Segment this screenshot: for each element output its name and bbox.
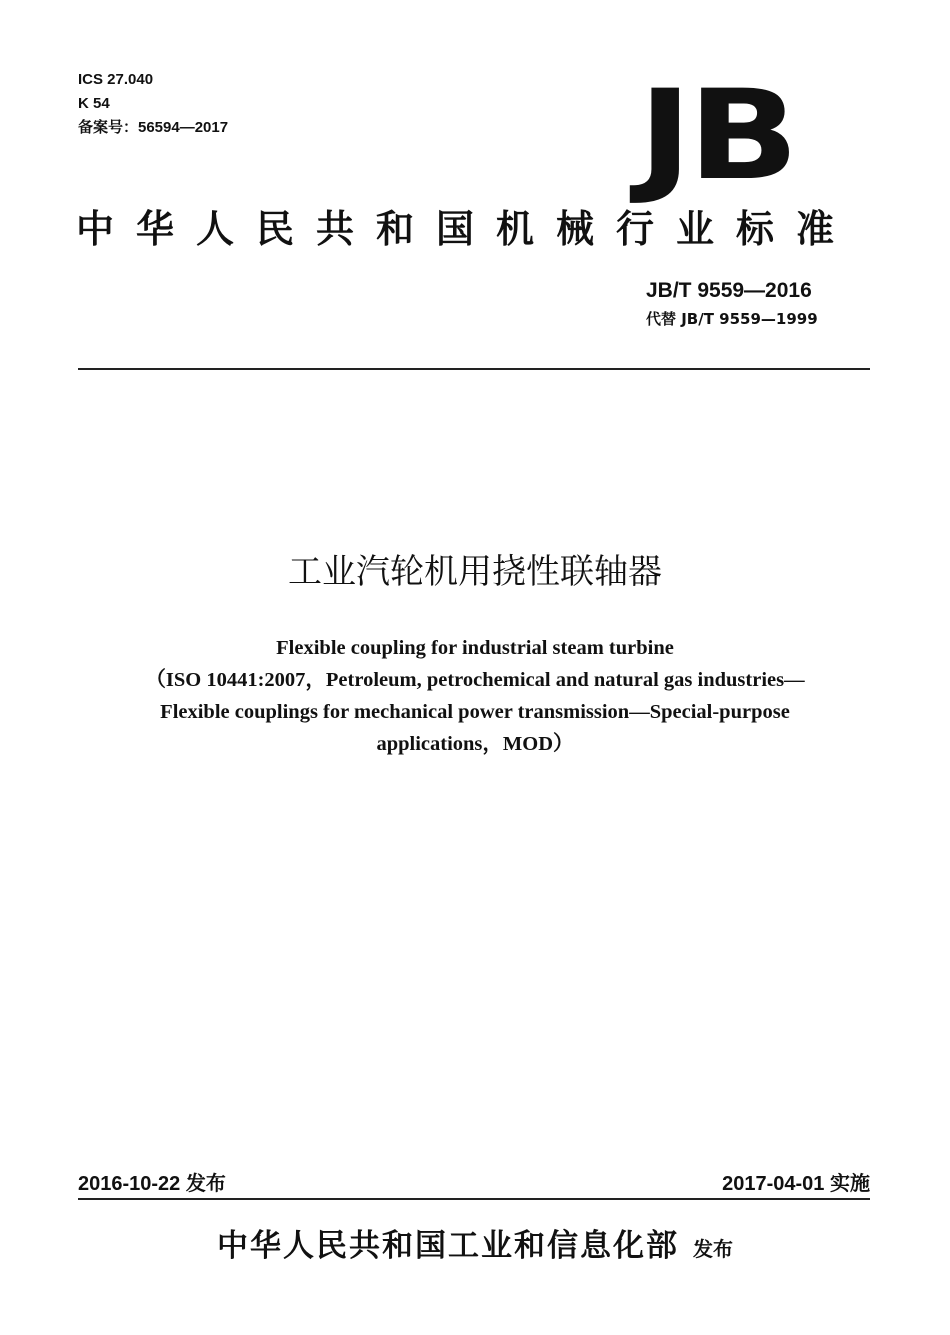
english-title <box>60 632 890 760</box>
record-number: 备案号：56594—2017 <box>78 119 229 136</box>
top-divider <box>78 368 870 370</box>
bottom-divider <box>78 1198 870 1200</box>
standard-number: JB/T 9559—2016 <box>646 279 812 302</box>
jb-logo: JB <box>638 64 795 208</box>
issue-date: 2016-10-22 发布 <box>78 1173 226 1195</box>
publisher-label: 发布 <box>693 1237 733 1261</box>
english-title-line: Flexible coupling for industrial steam turbine <box>276 637 674 659</box>
english-title-line: applications，MOD） <box>376 733 574 755</box>
industry-standard-title: 中华人民共和国机械行业标准 <box>76 207 857 251</box>
publisher-line <box>0 1224 950 1271</box>
implementation-date: 2017-04-01 实施 <box>722 1173 870 1195</box>
ccs-code: K 54 <box>78 95 110 112</box>
english-title-line: Flexible couplings for mechanical power transmission—Special-purpose <box>160 701 790 723</box>
classification-block <box>78 68 228 140</box>
english-title-line: （ISO 10441:2007，Petroleum, petrochemical and natural gas industries— <box>145 669 805 691</box>
replaces-standard: 代替 JB/T 9559—1999 <box>646 310 818 328</box>
publisher-org: 中华人民共和国工业和信息化部 <box>217 1228 679 1264</box>
ics-code: ICS 27.040 <box>78 71 154 88</box>
chinese-title: 工业汽轮机用挠性联轴器 <box>288 552 662 592</box>
